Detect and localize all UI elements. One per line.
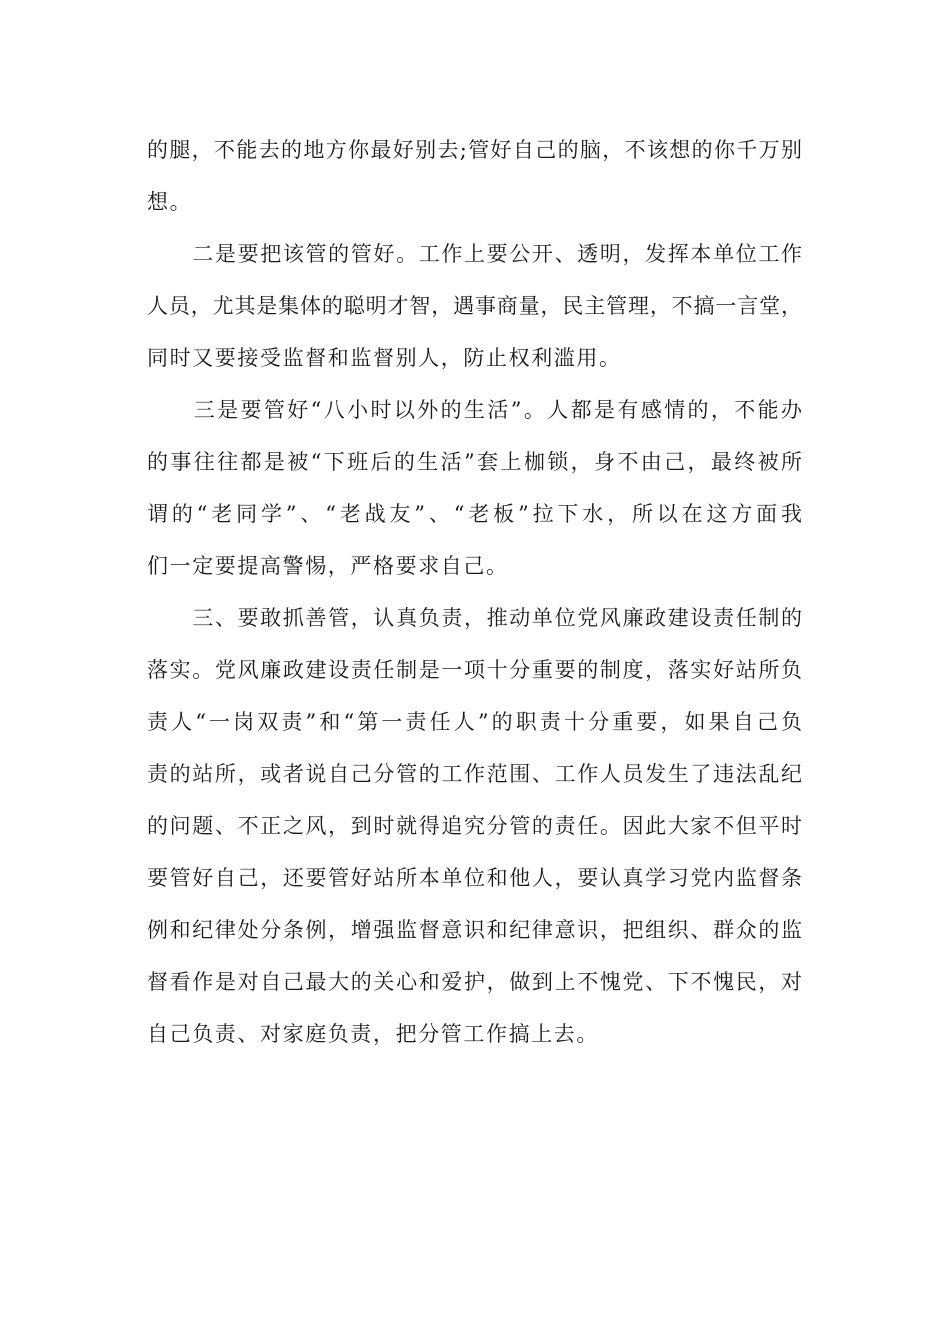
text-line: 人员，尤其是集体的聪明才智，遇事商量，民主管理，不搞一言堂， — [147, 294, 802, 318]
paragraph-4 — [147, 592, 802, 1060]
text-line: 落实。党风廉政建设责任制是一项十分重要的制度，落实好站所负 — [147, 658, 802, 682]
text-line: 的腿，不能去的地方你最好别去;管好自己的脑，不该想的你千万别 — [147, 138, 802, 162]
text-line: 想。 — [147, 190, 193, 214]
text-line: 同时又要接受监督和监督别人，防止权利滥用。 — [147, 346, 622, 370]
text-line: 自己负责、对家庭负责，把分管工作搞上去。 — [147, 1022, 599, 1046]
text-line: 例和纪律处分条例，增强监督意识和纪律意识，把组织、群众的监 — [147, 918, 802, 942]
text-line: 三是要管好“八小时以外的生活”。人都是有感情的，不能办 — [147, 398, 802, 422]
text-line: 们一定要提高警惕，严格要求自己。 — [147, 554, 509, 578]
text-line: 责的站所，或者说自己分管的工作范围、工作人员发生了违法乱纪 — [147, 762, 802, 786]
text-line: 三、要敢抓善管，认真负责，推动单位党风廉政建设责任制的 — [147, 606, 802, 630]
text-line: 的事往往都是被“下班后的生活”套上枷锁，身不由己，最终被所 — [147, 450, 802, 474]
text-line: 督看作是对自己最大的关心和爱护，做到上不愧党、下不愧民，对 — [147, 970, 802, 994]
text-line: 要管好自己，还要管好站所本单位和他人，要认真学习党内监督条 — [147, 866, 802, 890]
text-line: 二是要把该管的管好。工作上要公开、透明，发挥本单位工作 — [147, 242, 802, 266]
paragraph-2 — [147, 228, 802, 384]
text-line: 责人“一岗双责”和“第一责任人”的职责十分重要，如果自己负 — [147, 710, 802, 734]
document-page — [147, 124, 802, 1060]
text-line: 的问题、不正之风，到时就得追究分管的责任。因此大家不但平时 — [147, 814, 802, 838]
text-line: 谓的“老同学”、“老战友”、“老板”拉下水，所以在这方面我 — [147, 502, 802, 526]
paragraph-1 — [147, 124, 802, 228]
paragraph-3 — [147, 384, 802, 592]
